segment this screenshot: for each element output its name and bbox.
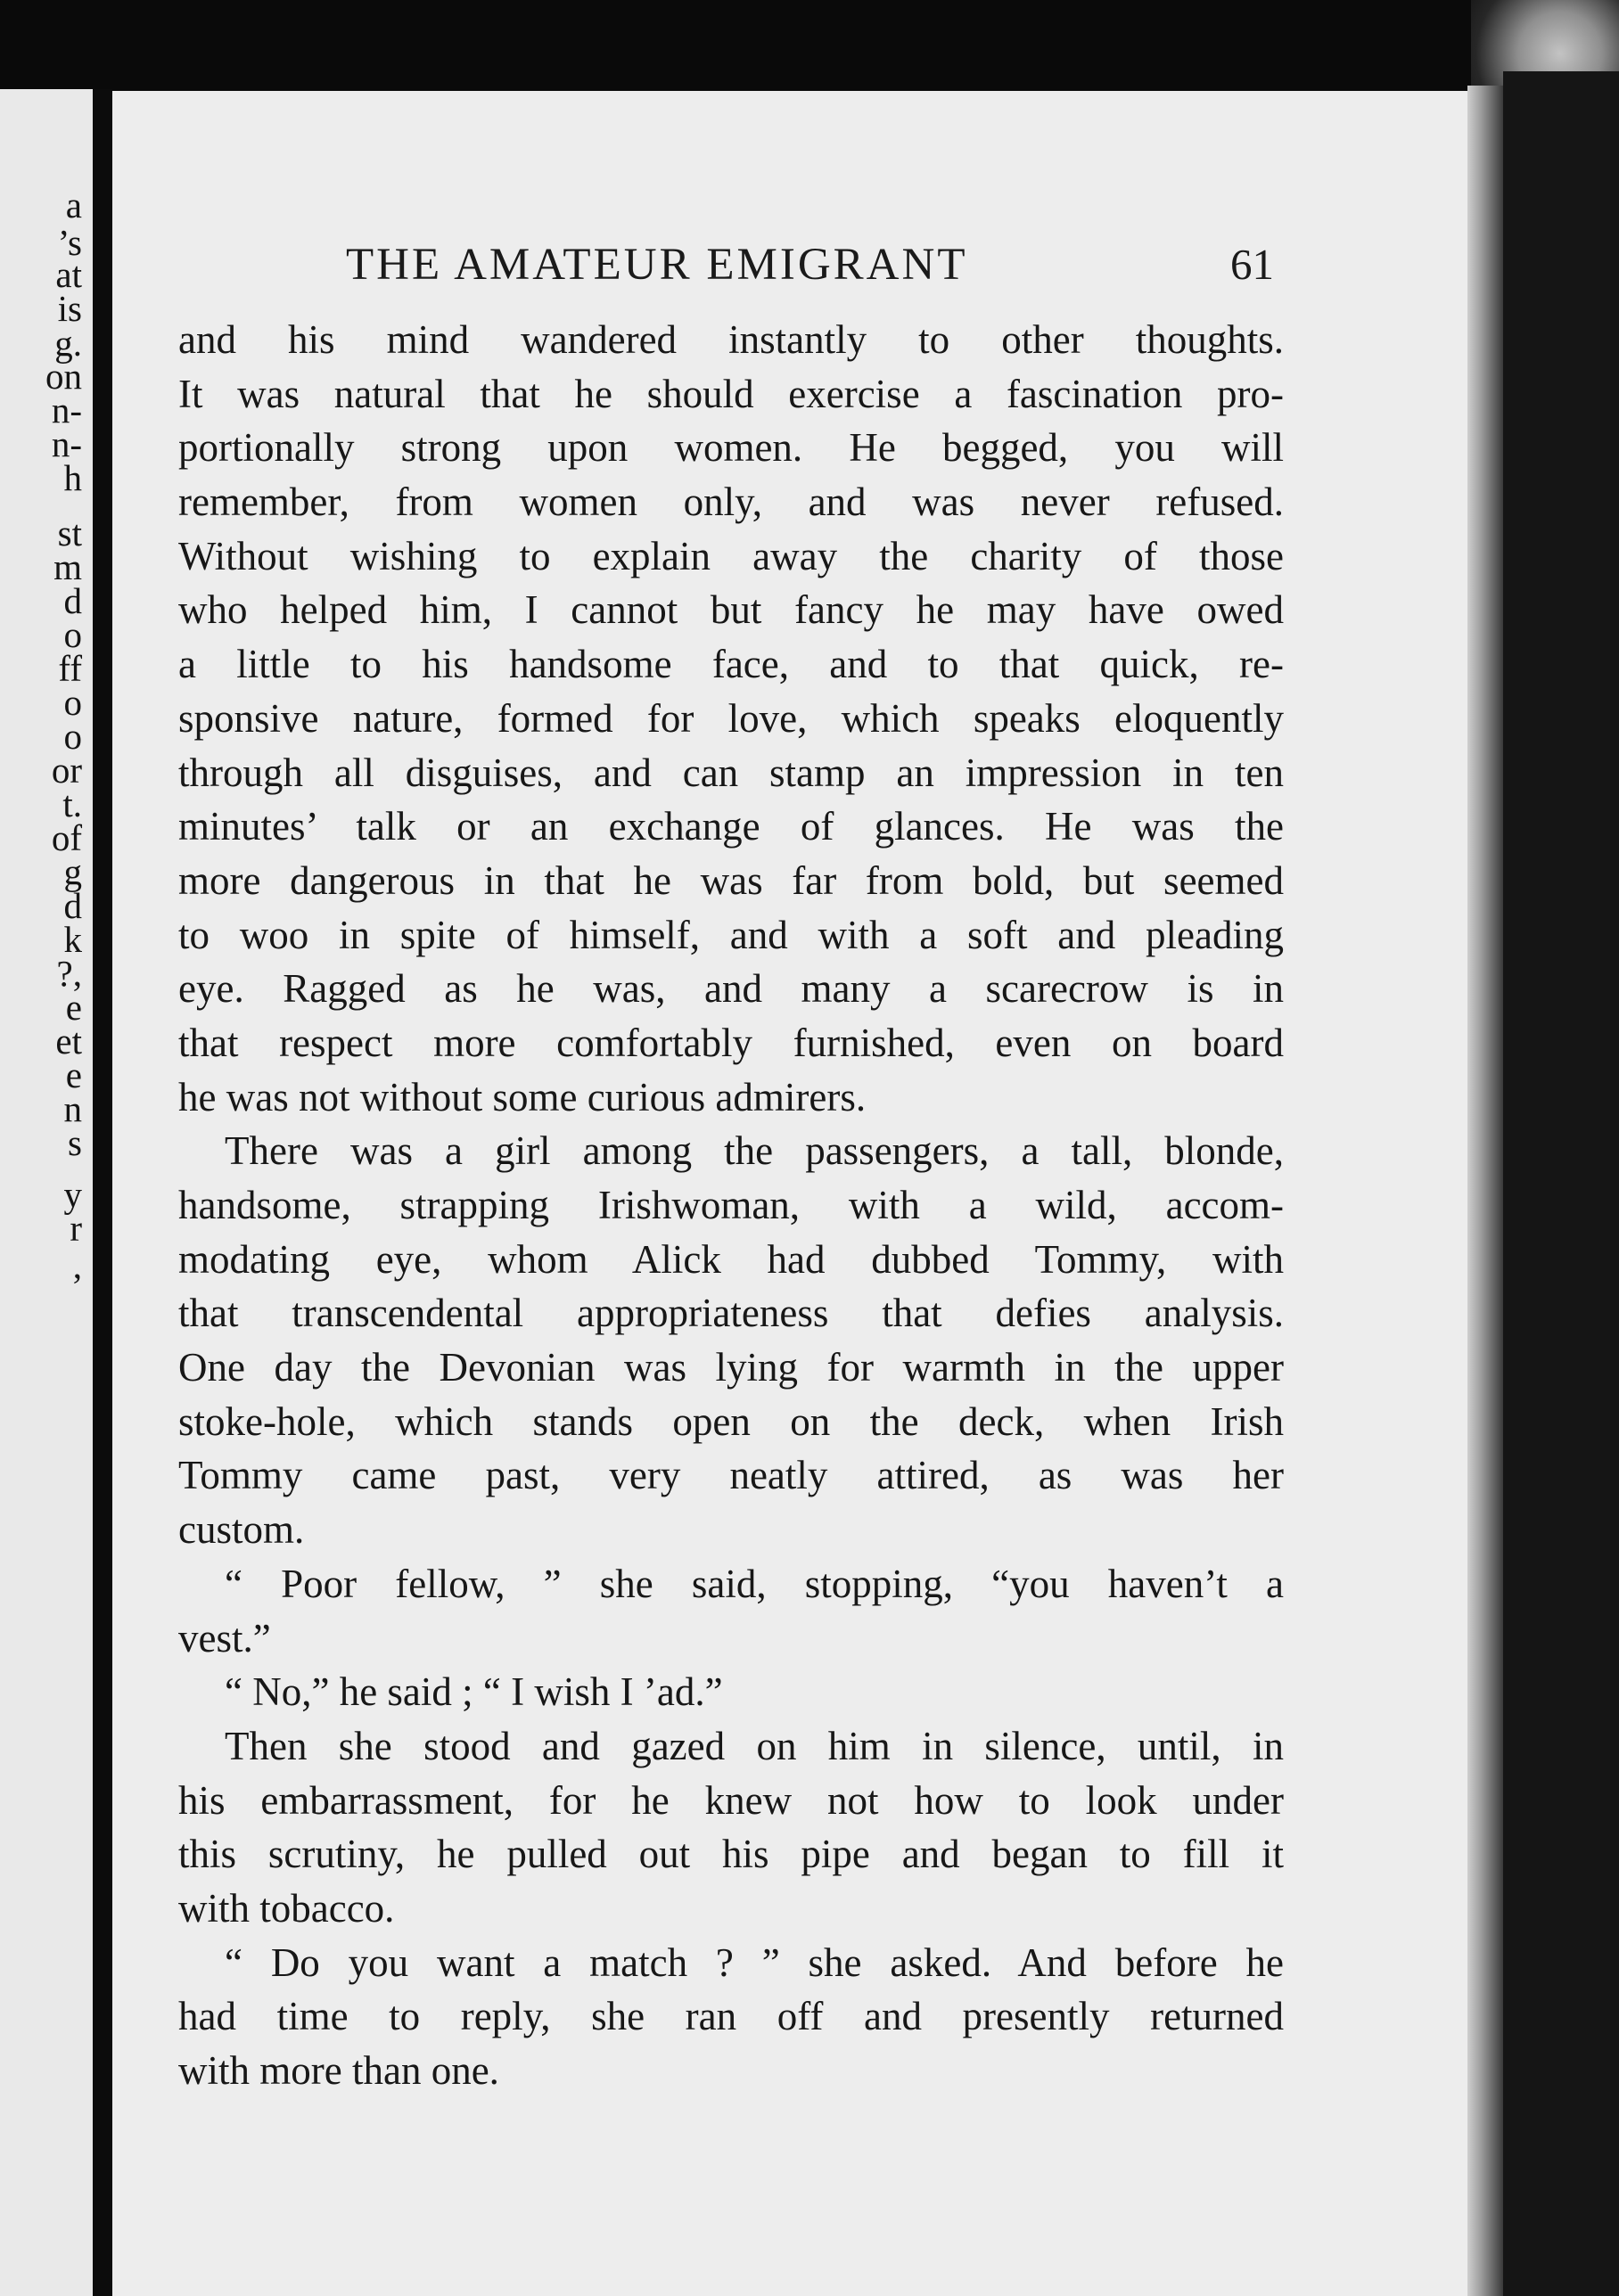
text-line: through all disguises, and can stamp an impression in ten [178, 750, 1284, 795]
text-line: vest.” [178, 1615, 271, 1660]
previous-page-text-fragments [0, 89, 93, 2296]
previous-page-fragment: n [63, 1088, 82, 1129]
text-line: had time to reply, she ran off and presently returned [178, 1994, 1284, 2039]
text-line: that transcendental appropriateness that defies analysis. [178, 1291, 1284, 1336]
text-line: There was a girl among the passengers, a tall, blonde, [225, 1128, 1284, 1174]
previous-page-fragment: ?, [56, 953, 82, 994]
previous-page-fragment: y [63, 1174, 82, 1215]
text-line: with tobacco. [178, 1885, 395, 1931]
running-header [0, 239, 1619, 295]
previous-page-fragment: at [55, 254, 82, 295]
text-line: One day the Devonian was lying for warmth in the upper [178, 1345, 1284, 1390]
previous-page-fragment: , [72, 1245, 82, 1286]
previous-page-fragment: t. [62, 783, 82, 824]
previous-page-fragment: k [63, 919, 82, 960]
previous-page-fragment: d [63, 885, 82, 926]
book-edge-shadow [1503, 71, 1619, 2296]
previous-page-fragment: r [70, 1208, 82, 1249]
text-line: more dangerous in that he was far from bold, but seemed [178, 857, 1284, 903]
previous-page-fragment: st [57, 512, 82, 554]
previous-page-fragment: o [63, 716, 82, 757]
previous-page-fragment: m [53, 546, 82, 587]
page-number: 61 [1230, 240, 1274, 289]
text-line: “ No,” he said ; “ I wish I ’ad.” [225, 1669, 723, 1715]
previous-page-fragment: d [63, 580, 82, 621]
text-line: remember, from women only, and was never refused. [178, 480, 1284, 525]
text-line: Without wishing to explain away the charity of those [178, 533, 1284, 578]
text-line: modating eye, whom Alick had dubbed Tommy, with [178, 1236, 1284, 1282]
previous-page-fragment: g [63, 851, 82, 892]
text-line: custom. [178, 1507, 305, 1553]
text-line: “ Poor fellow, ” she said, stopping, “you haven’t a [225, 1561, 1284, 1606]
previous-page-fragment: g. [54, 323, 82, 364]
text-line: this scrutiny, he pulled out his pipe and began to fill it [178, 1832, 1284, 1877]
previous-page-fragment: of [51, 817, 82, 858]
previous-page-fragment: e [65, 1054, 82, 1095]
previous-page-fragment: ’s [57, 222, 82, 263]
text-line: his embarrassment, for he knew not how to look under [178, 1777, 1284, 1823]
text-line: who helped him, I cannot but fancy he may have owed [178, 587, 1284, 633]
previous-page-fragment: n- [51, 423, 82, 464]
previous-page-fragment: ff [58, 648, 82, 689]
text-line: stoke-hole, which stands open on the deck, when Irish [178, 1398, 1284, 1444]
previous-page-fragment: e [65, 987, 82, 1028]
text-line: a little to his handsome face, and to that quick, re- [178, 642, 1284, 687]
previous-page-fragment: is [57, 288, 82, 329]
previous-page-fragment: s [68, 1122, 82, 1163]
previous-page-fragment: o [63, 682, 82, 723]
previous-page-fragment: et [55, 1021, 82, 1062]
previous-page-fragment: or [51, 750, 82, 791]
previous-page-fragment: o [63, 614, 82, 655]
previous-page-fragment: on [45, 356, 82, 397]
text-line: It was natural that he should exercise a fascination pro- [178, 371, 1284, 416]
page-edge [1467, 86, 1503, 2296]
text-line: he was not without some curious admirers. [178, 1074, 867, 1119]
text-line: portionally strong upon women. He begged, you will [178, 425, 1284, 471]
text-line: minutes’ talk or an exchange of glances. He was the [178, 804, 1284, 849]
text-line: Then she stood and gazed on him in silence, until, in [225, 1723, 1284, 1768]
running-title: THE AMATEUR EMIGRANT [346, 240, 968, 290]
text-line: to woo in spite of himself, and with a soft and pleading [178, 912, 1284, 957]
text-line: with more than one. [178, 2048, 499, 2093]
text-line: “ Do you want a match ? ” she asked. And before he [225, 1939, 1284, 1985]
previous-page-strip [0, 89, 93, 2296]
text-line: that respect more comfortably furnished, even on board [178, 1020, 1284, 1065]
text-line: handsome, strapping Irishwoman, with a wild, accom- [178, 1183, 1284, 1227]
text-line: eye. Ragged as he was, and many a scarecrow is in [178, 966, 1284, 1012]
body-text [178, 313, 1284, 2098]
book-gutter [93, 89, 112, 2296]
text-line: sponsive nature, formed for love, which speaks eloquently [178, 695, 1284, 741]
text-line: Tommy came past, very neatly attired, as was her [178, 1453, 1284, 1498]
previous-page-fragment: n- [51, 390, 82, 430]
previous-page-fragment: a [65, 184, 82, 226]
previous-page-fragment: h [63, 457, 82, 498]
text-line: and his mind wandered instantly to other thoughts. [178, 317, 1284, 362]
